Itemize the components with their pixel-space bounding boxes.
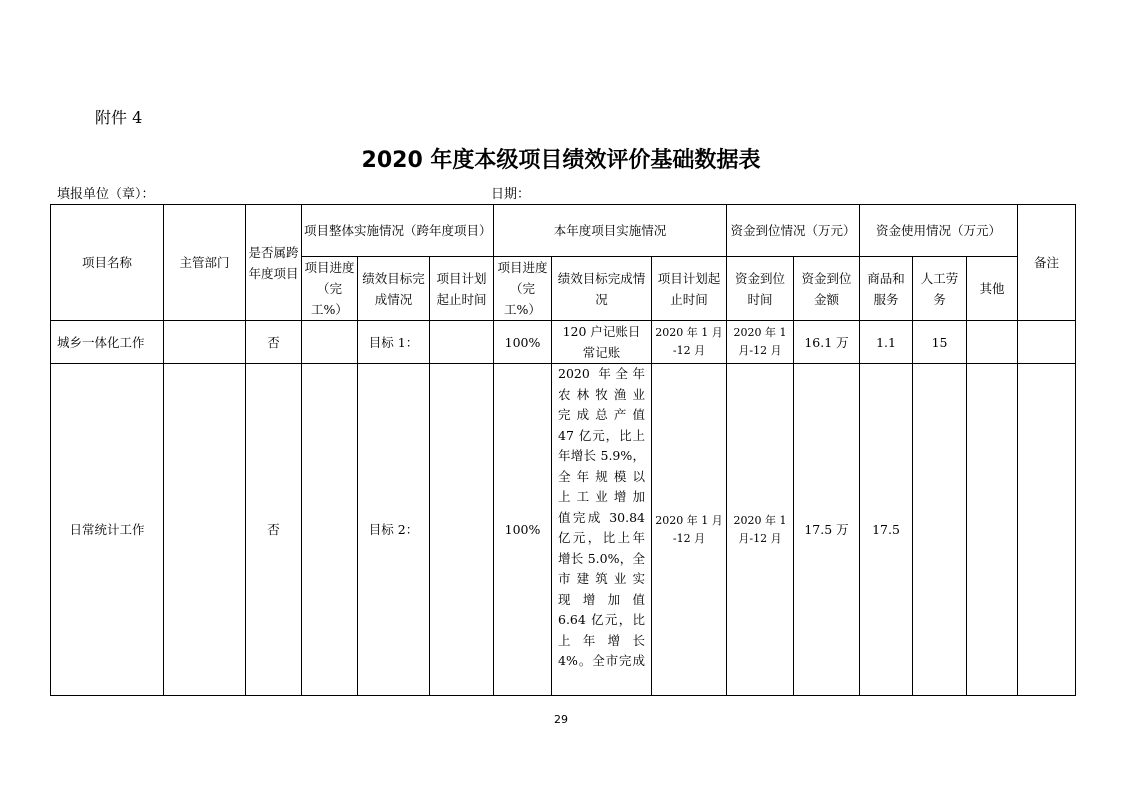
row-overall-progress	[302, 321, 358, 364]
col-department: 主管部门	[164, 205, 246, 321]
table-row	[51, 364, 1076, 696]
row-usage-other	[967, 364, 1018, 696]
row-usage-labor: 15	[913, 321, 967, 364]
col-project-name: 项目名称	[51, 205, 164, 321]
page-number: 29	[554, 713, 568, 726]
col-year-period: 项目计划起止时间	[652, 257, 727, 321]
col-overall-goal: 绩效目标完成情况	[358, 257, 430, 321]
row-usage-goods: 17.5	[860, 364, 913, 696]
row-funds-amount: 17.5 万	[794, 364, 860, 696]
col-remark: 备注	[1018, 205, 1076, 321]
row-overall-period	[430, 321, 494, 364]
header-row-1	[51, 205, 1076, 257]
col-year-progress: 项目进度（完工%）	[494, 257, 552, 321]
col-usage-goods: 商品和服务	[860, 257, 913, 321]
col-funds-amount: 资金到位金额	[794, 257, 860, 321]
date-label: 日期：	[491, 187, 531, 202]
attachment-label: 附件 4	[95, 108, 143, 127]
col-overall-period: 项目计划起止时间	[430, 257, 494, 321]
page-title: 2020 年度本级项目绩效评价基础数据表	[361, 148, 761, 173]
row-overall-period	[430, 364, 494, 696]
col-cross-year: 是否属跨年度项目	[246, 205, 302, 321]
data-table	[50, 204, 1076, 696]
col-usage-labor: 人工劳务	[913, 257, 967, 321]
col-usage-other: 其他	[967, 257, 1018, 321]
unit-label: 填报单位（章）：	[57, 187, 155, 202]
table-row	[51, 321, 1076, 364]
row-year-goal: 120 户记账日 常记账	[552, 321, 652, 364]
row-year-period: 2020 年 1 月 -12 月	[652, 364, 727, 696]
row-cross-year: 否	[246, 321, 302, 364]
row-cross-year: 否	[246, 364, 302, 696]
row-remark	[1018, 364, 1076, 696]
row-year-goal: 2020 年全年 农林牧渔业 完成总产值 47 亿元，比上 年增长 5.9%， 全年规模以 上工业增加 值完成 30.84 亿元，比上年 增长 5.0%，全 市建筑业实 现增加值 6.64 亿元，比 上年增长 4%。全市完成	[552, 364, 652, 696]
row-funds-time: 2020 年 1 月-12 月	[727, 321, 794, 364]
col-year-group: 本年度项目实施情况	[494, 205, 727, 257]
row-overall-progress	[302, 364, 358, 696]
row-department	[164, 321, 246, 364]
col-funds-time: 资金到位时间	[727, 257, 794, 321]
col-overall-progress: 项目进度（完工%）	[302, 257, 358, 321]
row-funds-amount: 16.1 万	[794, 321, 860, 364]
row-usage-goods: 1.1	[860, 321, 913, 364]
row-project-name: 日常统计工作	[51, 364, 164, 696]
row-department	[164, 364, 246, 696]
row-year-progress: 100%	[494, 321, 552, 364]
row-year-progress: 100%	[494, 364, 552, 696]
row-project-name: 城乡一体化工作	[51, 321, 164, 364]
row-overall-goal: 目标 1：	[358, 321, 430, 364]
row-funds-time: 2020 年 1 月-12 月	[727, 364, 794, 696]
col-usage-group: 资金使用情况（万元）	[860, 205, 1018, 257]
row-usage-other	[967, 321, 1018, 364]
col-year-goal: 绩效目标完成情况	[552, 257, 652, 321]
row-remark	[1018, 321, 1076, 364]
row-overall-goal: 目标 2：	[358, 364, 430, 696]
col-funds-group: 资金到位情况（万元）	[727, 205, 860, 257]
row-usage-labor	[913, 364, 967, 696]
row-year-period: 2020 年 1 月 -12 月	[652, 321, 727, 364]
col-overall-group: 项目整体实施情况（跨年度项目）	[302, 205, 494, 257]
